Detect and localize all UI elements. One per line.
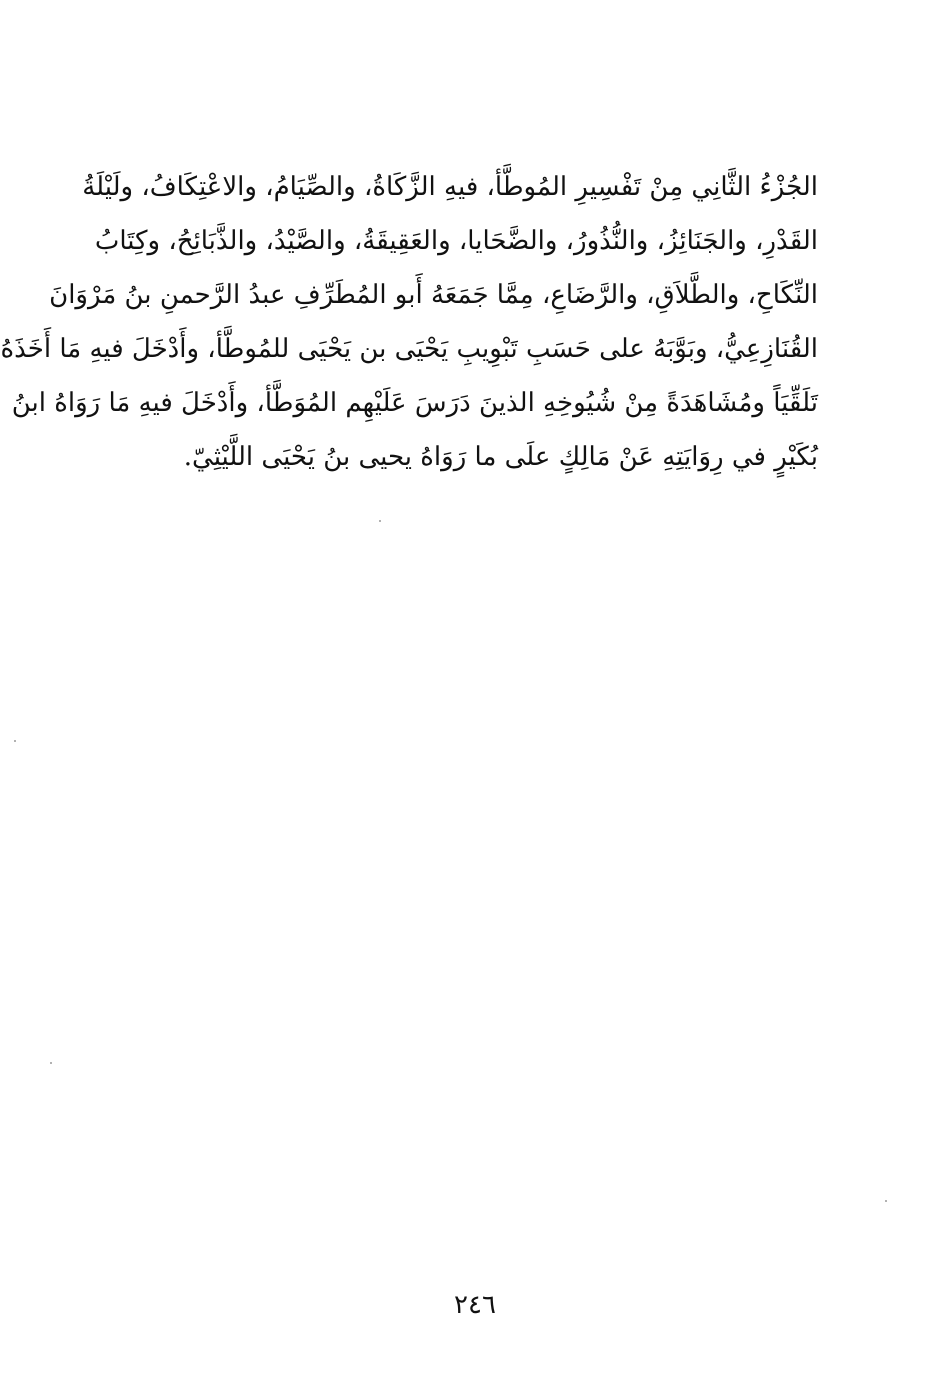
main-paragraph [0,160,818,484]
paragraph-line-4: القُنَازِعِيُّ، وبَوَّبَهُ على حَسَبِ تَبْوِيبِ يَحْيَى بن يَحْيَى للمُوطَّأ، وأَدْخَلَ فيهِ مَا أَخَذَهُ [0,334,818,364]
scan-speck [379,520,381,522]
scan-speck [14,740,16,742]
scan-speck [885,1200,887,1202]
paragraph-line-1: الجُزْءُ الثَّانِي مِنْ تَفْسِيرِ المُوطَّأ، فيهِ الزَّكَاةُ، والصِّيَامُ، والاعْتِكَافُ، ولَيْلَةُ [82,172,818,202]
paragraph-line-3: النِّكَاحِ، والطَّلاَقِ، والرَّضَاعِ، مِمَّا جَمَعَهُ أَبو المُطَرِّفِ عبدُ الرَّحمنِ بنُ مَرْوَانَ [49,280,818,310]
paragraph-line-6: بُكَيْرٍ في رِوَايَتِهِ عَنْ مَالِكٍ علَى ما رَوَاهُ يحيى بنُ يَحْيَى اللَّيْثِيّ. [183,442,818,472]
paragraph-line-5: تَلَقِّيَاً ومُشَاهَدَةً مِنْ شُيُوخِهِ الذينَ دَرَسَ عَلَيْهِم المُوَطَّأ، وأَدْخَلَ فيهِ مَا رَوَاهُ ابنُ [11,388,818,418]
page-number: ٢٤٦ [454,1290,496,1320]
paragraph-line-2: القَدْرِ، والجَنَائِزُ، والنُّذُورُ، والضَّحَايا، والعَقِيقَةُ، والصَّيْدُ، والذَّبَائِحُ، وكِتَابُ [94,226,818,256]
scan-speck [50,1062,52,1064]
